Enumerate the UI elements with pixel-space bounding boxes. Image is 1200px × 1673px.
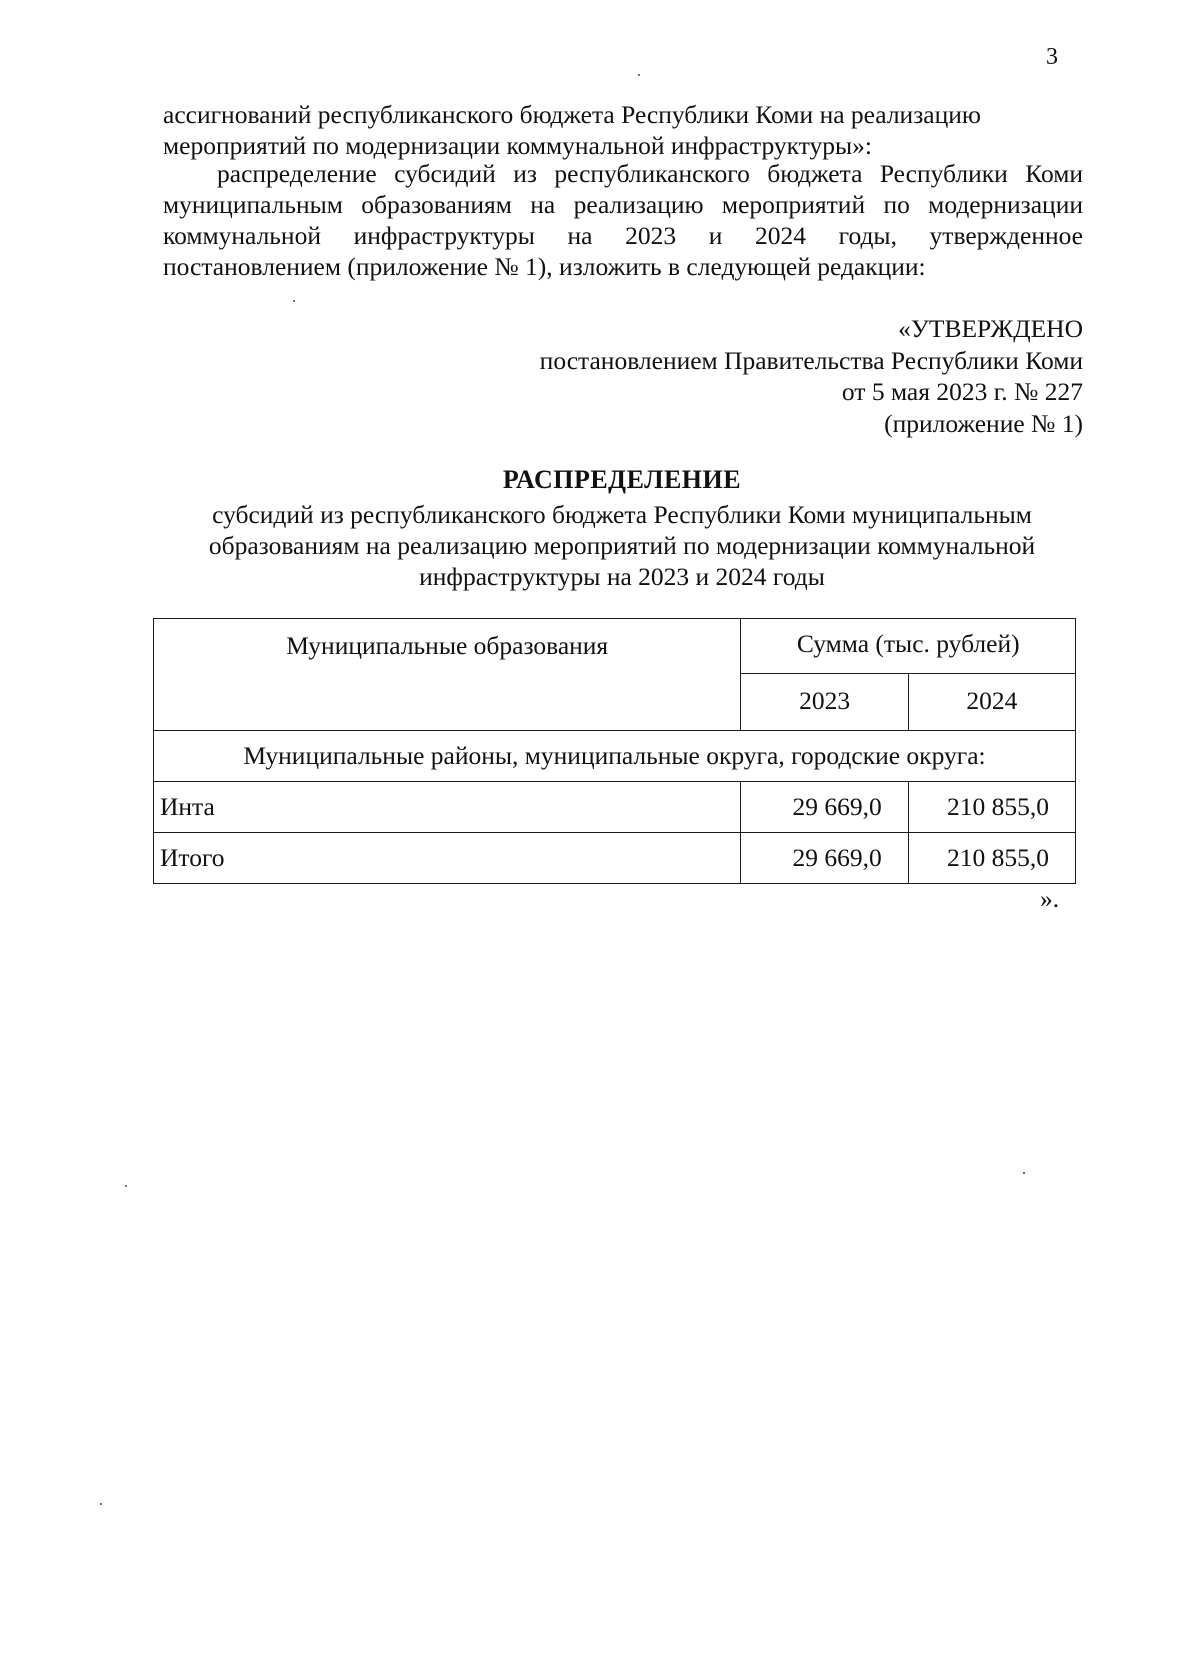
table-header-row [154,619,1076,674]
approval-block [383,313,1083,439]
closing-quote: ». [1040,884,1060,913]
scan-speck [638,74,640,76]
amendment-paragraph: распределение субсидий из республиканского бюджета Республики Коми муниципальным образованиям на реализацию мероприятий по модернизации коммунальной инфраструктуры на 2023 и 2024 годы, утвержденное постановлением (приложение № 1), изложить в следующей редакции: [163,159,1083,281]
document-heading: РАСПРЕДЕЛЕНИЕ [502,465,742,494]
section-label: Муниципальные районы, муниципальные округа, городские округа: [154,731,1076,782]
scan-speck [125,1185,127,1187]
header-sum: Сумма (тыс. рублей) [741,619,1076,674]
table-row-total [154,833,1076,884]
approval-line-date: от 5 мая 2023 г. № 227 [841,377,1083,406]
scan-speck [1023,1172,1025,1174]
approval-line-appendix: (приложение № 1) [884,408,1083,438]
document-subheading: субсидий из республиканского бюджета Республики Коми муниципальным образованиям на реализацию мероприятий по модернизации коммунальной инфраструктуры на 2023 и 2024 годы [208,500,1036,591]
row-value-2024: 210 855,0 [908,782,1075,833]
header-year-2024: 2024 [908,673,1075,730]
header-municipalities: Муниципальные образования [154,619,741,731]
scan-speck [293,300,295,302]
page-number: 3 [1046,44,1058,70]
approval-line-resolution: постановлением Правительства Республики Коми [539,345,1083,375]
row-value-2023: 29 669,0 [741,833,908,884]
row-name: Инта [154,782,741,833]
title-block [150,464,1094,592]
table-section-row [154,731,1076,782]
table-row [154,782,1076,833]
row-value-2023: 29 669,0 [741,782,908,833]
intro-paragraph: ассигнований республиканского бюджета Республики Коми на реализацию мероприятий по модернизации коммунальной инфраструктуры»: [163,100,981,160]
row-value-2024: 210 855,0 [908,833,1075,884]
distribution-table [153,618,1076,884]
approval-line-approved: «УТВЕРЖДЕНО [898,314,1083,343]
row-name: Итого [154,833,741,884]
header-year-2023: 2023 [741,673,908,730]
scan-speck [100,1503,102,1505]
